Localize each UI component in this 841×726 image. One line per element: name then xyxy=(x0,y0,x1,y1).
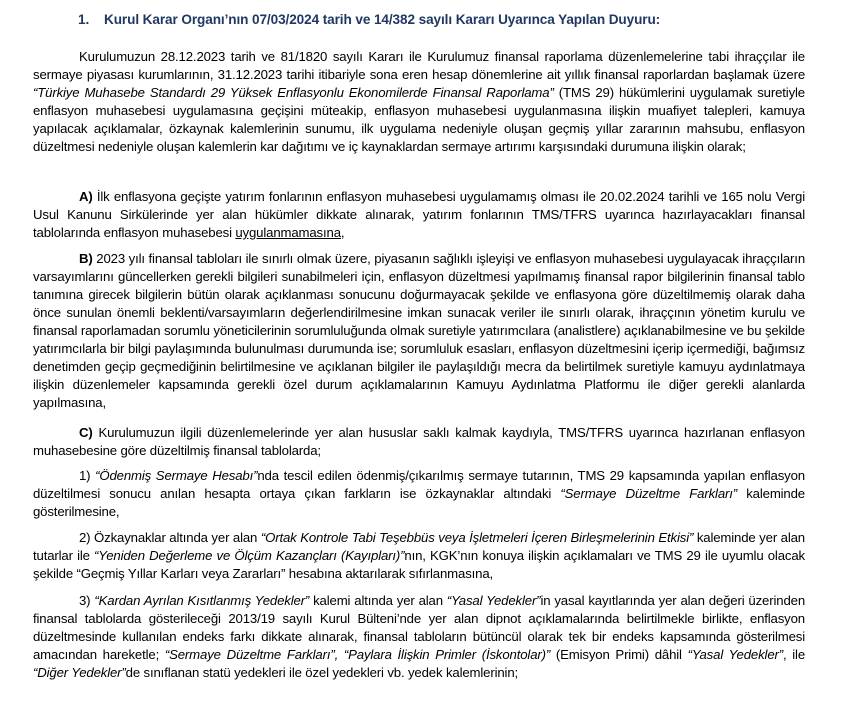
sub-item-1-number: 1) xyxy=(79,468,91,483)
section-heading xyxy=(78,12,660,27)
sub-item-3-text-3: (Emisyon Primi) dâhil xyxy=(550,647,688,662)
section-number: 1. xyxy=(78,12,90,27)
sub-item-2-text-3: nın, KGK’nın konuya ilişkin açıklamaları ve TMS 29 ile uyumlu olacak şekilde “Geçmiş Yıllar Karları veya Zararları” hesabına aktarılarak sıfırlanmasına, xyxy=(33,548,805,581)
sub-item-3-italic-2: “Yasal Yedekler” xyxy=(446,593,541,608)
sub-item-1-paragraph xyxy=(33,467,805,521)
item-a-paragraph xyxy=(33,188,805,242)
intro-paragraph xyxy=(33,48,805,156)
item-b-label: B) xyxy=(79,251,93,266)
sub-item-3-text-4: , ile xyxy=(782,647,806,662)
sub-item-3-italic-5: “Diğer Yedekler” xyxy=(33,665,126,680)
sub-item-2-italic-2: “Yeniden Değerleme ve Ölçüm Kazançları (Kayıpları)” xyxy=(94,548,405,563)
intro-text-1: Kurulumuzun 28.12.2023 tarih ve 81/1820 sayılı Kararı ile Kurulumuz finansal raporlama düzenlemelerine tabi ihraççılar ile sermaye piyasası kurumlarının, 31.12.2023 tarihi itibariyle sona eren hesap dönemlerine ait yıllık finansal raporlardan başlamak üzere xyxy=(33,49,805,82)
sub-item-2-text-2: kaleminde yer alan tutarlar ile xyxy=(33,530,805,563)
sub-item-3-italic-4: “Yasal Yedekler” xyxy=(687,647,783,662)
item-a-text: İlk enflasyona geçişte yatırım fonlarının enflasyon muhasebesi uygulamamış olması ile 20.02.2024 tarihli ve 165 nolu Vergi Usul Kanunu Sirkülerinde yer alan hükümler dikkate alınarak, yatırım fonlarının TMS/TFRS uyarınca hazırlayacakları finansal tablolarında enflasyon muhasebesi xyxy=(33,189,805,240)
sub-item-1-text-2: kaleminde gösterilmesine, xyxy=(33,486,805,519)
sub-item-2-paragraph xyxy=(33,529,805,583)
sub-item-3-paragraph xyxy=(33,592,805,682)
item-c-label: C) xyxy=(79,425,93,440)
sub-item-1-text-1: nda tescil edilen ödenmiş/çıkarılmış sermaye tutarının, TMS 29 kapsamında yapılan enflasyon düzeltilmesi sonucu anılan hesapta ortaya çıkan farkların ise özkaynaklar altındaki xyxy=(33,468,805,501)
item-a-underlined-word: uygulanmamasına xyxy=(235,225,341,240)
item-c-text: Kurulumuzun ilgili düzenlemelerinde yer alan hususlar saklı kalmak kaydıyla, TMS/TFRS uyarınca hazırlanan enflasyon muhasebesine göre düzeltilmiş finansal tablolarda; xyxy=(33,425,805,458)
sub-item-3-italic-3: “Sermaye Düzeltme Farkları”, “Paylara İlişkin Primler (İskontolar)” xyxy=(164,647,551,662)
sub-item-3-italic-1: “Kardan Ayrılan Kısıtlanmış Yedekler” xyxy=(94,593,310,608)
sub-item-3-text-5: de sınıflanan statü yedekleri ile özel yedekleri vb. yedek kalemlerinin; xyxy=(125,665,519,680)
intro-standard-name: “Türkiye Muhasebe Standardı 29 Yüksek Enflasyonlu Ekonomilerde Finansal Raporlama” xyxy=(33,85,554,100)
item-a-text-end: , xyxy=(340,225,345,240)
sub-item-2-text-1: Özkaynaklar altında yer alan xyxy=(90,530,261,545)
item-a-label: A) xyxy=(79,189,93,204)
section-title: Kurul Karar Organı’nın 07/03/2024 tarih ve 14/382 sayılı Kararı Uyarınca Yapılan Duyuru: xyxy=(104,12,661,27)
sub-item-3-text-2: in yasal kayıtlarında yer alan değeri üzerinden finansal tablolarda gösterileceği 2013/19 sayılı Kurul Bülteni’nde yer alan dipnot açıklamalarında belirtilmekle birlikte, enflasyon düzeltmesinde kullanılan endeks farkı dikkate alınarak, finansal tabloların bütüncül olarak tek bir endeks kapsamında gösterilmesi amacından hareketle; xyxy=(33,593,806,662)
item-c-paragraph xyxy=(33,424,805,460)
item-b-text: 2023 yılı finansal tabloları ile sınırlı olmak üzere, piyasanın sağlıklı işleyişi ve enflasyon muhasebesi uygulayacak ihraççıların varsayımlarını güncellerken gerekli bilgileri sunabilmeleri için, enflasyon düzeltmesi yapılmamış finansal rapor bilgilerinin finansal tablo tanımına girecek bilgilerin bütün olarak açıklanması sonucunu doğurmayacak şekilde ve enflasyona göre düzeltilmemiş olarak daha önce sunulan önemli beklenti/varsayımların değerlendirilmesine imkan sunacak veriler ile sınırlı olarak, ihraççının yönetim kurulu ve finansal raporlamadan sorumlu yöneticilerinin sorumluluğunda olmak suretiyle yatırımcılara (analistlere) açıklanabilmesine ve bu şekilde yatırımcılarla bir bilgi paylaşımında bulunulması durumunda ise; sorumluluk esasları, enflasyon düzeltmesini içerip içermediği, bağımsız denetimden geçip geçmediğinin belirtilmesine ve açıklanan bilgiler ile paylaşıldığı mecra da belirtilmek suretiyle kamuyu aydınlatmaya ilişkin düzenlemeler kapsamında gerekli özel durum açıklamalarının Kamuyu Aydınlatma Platformu ile diğer gerekli alanlarda yapılmasına, xyxy=(33,251,805,410)
sub-item-2-number: 2) xyxy=(79,530,91,545)
sub-item-3-text-1: kalemi altında yer alan xyxy=(309,593,447,608)
sub-item-2-italic-1: “Ortak Kontrole Tabi Teşebbüs veya İşletmeleri İçeren Birleşmelerinin Etkisi” xyxy=(260,530,694,545)
item-b-paragraph xyxy=(33,250,805,412)
sub-item-1-italic-2: “Sermaye Düzeltme Farkları” xyxy=(560,486,738,501)
sub-item-1-italic-1: “Ödenmiş Sermaye Hesabı” xyxy=(95,468,258,483)
intro-text-2: (TMS 29) hükümlerini uygulamak suretiyle enflasyon muhasebesi uygulamasına geçişini müteakip, enflasyon muhasebesi uygulanmasına ilişkin muafiyet talepleri, kamuya yapılacak açıklamalar, özkaynak kalemlerinin sunumu, ilk uygulama nedeniyle oluşan geçmiş yıllar zararının mahsubu, enflasyon düzeltmesi nedeniyle oluşan kalemlerin kar dağıtımı ve iç kaynaklardan sermaye artırımı karşısındaki durumuna ilişkin olarak; xyxy=(33,85,805,154)
sub-item-3-number: 3) xyxy=(79,593,91,608)
